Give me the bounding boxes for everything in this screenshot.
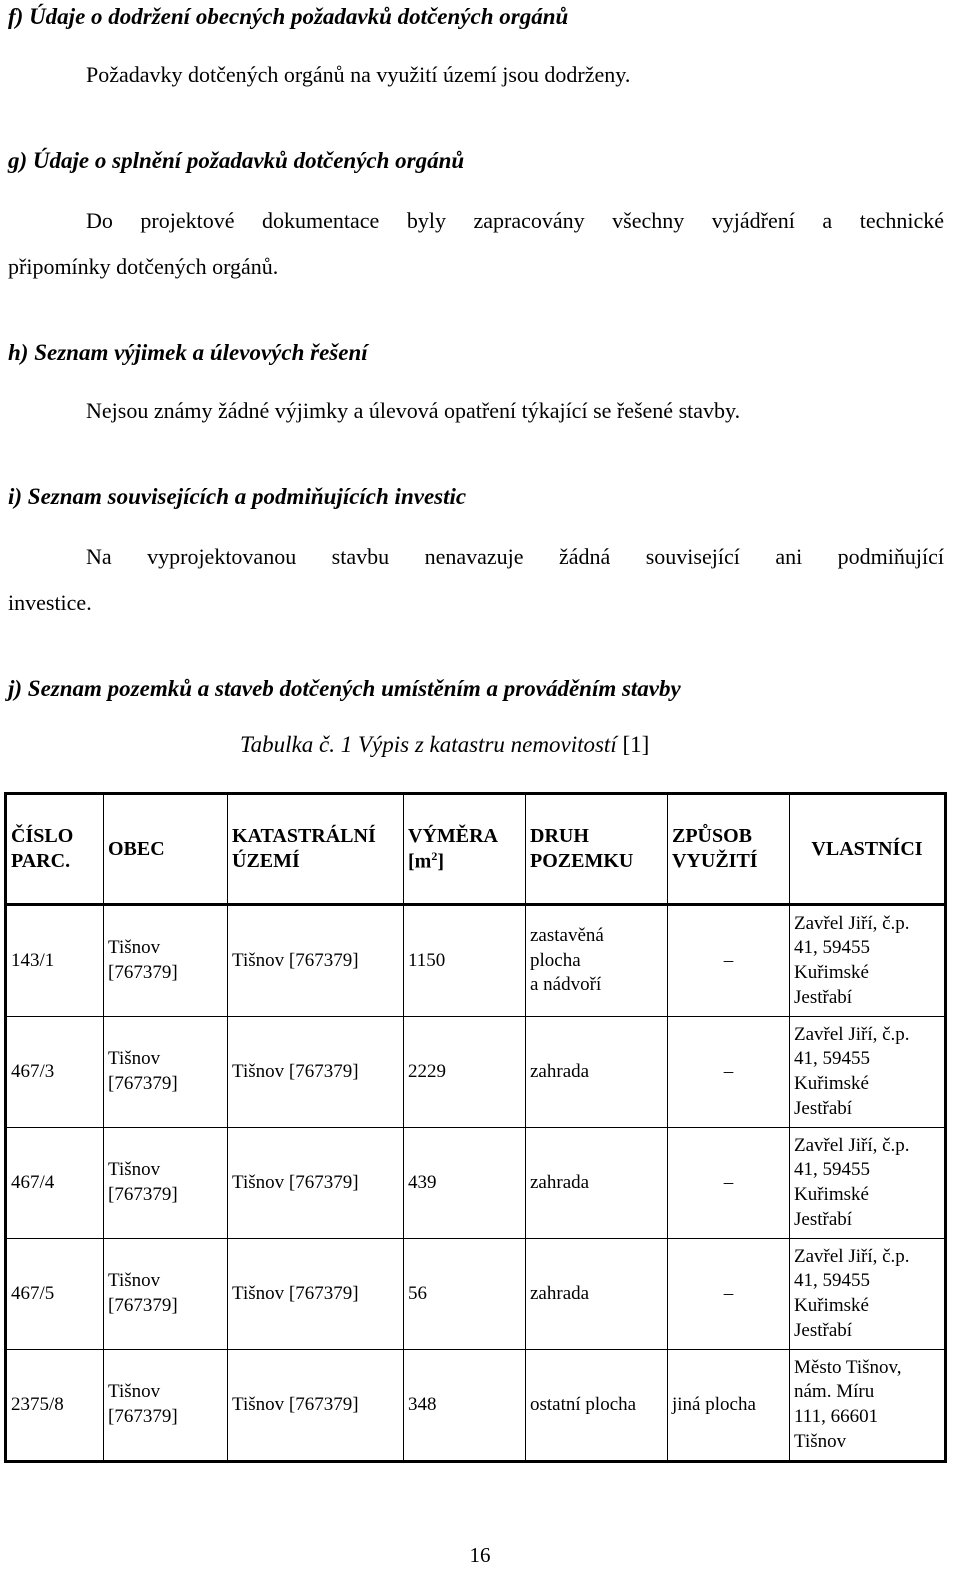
cell-obec: Tišnov [767379]	[104, 905, 228, 1017]
table-caption	[240, 732, 649, 758]
cell-zpusob: –	[668, 905, 790, 1017]
cell-vymera: 2229	[404, 1017, 526, 1128]
table-row	[6, 1350, 946, 1462]
cell-zpusob: –	[668, 1239, 790, 1350]
cell-katastr: Tišnov [767379]	[228, 1128, 404, 1239]
cell-vlastnik: Zavřel Jiří, č.p. 41, 59455 Kuřimské Jestřabí	[790, 1239, 946, 1350]
cell-zpusob: –	[668, 1128, 790, 1239]
cell-vymera: 348	[404, 1350, 526, 1462]
header-zpusob-vyuziti: ZPŮSOB VYUŽITÍ	[668, 794, 790, 905]
cell-druh: zahrada	[526, 1017, 668, 1128]
cell-katastr: Tišnov [767379]	[228, 905, 404, 1017]
cell-vymera: 56	[404, 1239, 526, 1350]
cell-zpusob: –	[668, 1017, 790, 1128]
cell-vymera: 439	[404, 1128, 526, 1239]
table-row	[6, 1017, 946, 1128]
cell-druh: zahrada	[526, 1128, 668, 1239]
cell-druh: ostatní plocha	[526, 1350, 668, 1462]
cell-vlastnik: Zavřel Jiří, č.p. 41, 59455 Kuřimské Jestřabí	[790, 905, 946, 1017]
section-h-text: Nejsou známy žádné výjimky a úlevová opatření týkající se řešené stavby.	[86, 398, 741, 423]
cell-katastr: Tišnov [767379]	[228, 1017, 404, 1128]
header-druh-pozemku: DRUH POZEMKU	[526, 794, 668, 905]
header-vlastnici: VLASTNÍCI	[790, 794, 946, 905]
section-g-heading: g) Údaje o splnění požadavků dotčených orgánů	[8, 148, 465, 173]
table-header-row	[6, 794, 946, 905]
cell-druh: zastavěná plocha a nádvoří	[526, 905, 668, 1017]
cell-katastr: Tišnov [767379]	[228, 1350, 404, 1462]
table-row	[6, 905, 946, 1017]
cell-obec: Tišnov [767379]	[104, 1239, 228, 1350]
cell-zpusob: jiná plocha	[668, 1350, 790, 1462]
header-vymera: VÝMĚRA $[m^2]$	[404, 794, 526, 905]
cell-druh: zahrada	[526, 1239, 668, 1350]
cell-obec: Tišnov [767379]	[104, 1128, 228, 1239]
header-cislo-parc: ČÍSLO PARC.	[6, 794, 104, 905]
table-caption-text: Tabulka č. 1 Výpis z katastru nemovitostí	[240, 732, 623, 757]
section-i-text-line1: Na vyprojektovanou stavbu nenavazuje žádná související ani podmiňující	[86, 544, 944, 569]
cell-katastr: Tišnov [767379]	[228, 1239, 404, 1350]
section-g-text-line2: připomínky dotčených orgánů.	[8, 254, 279, 279]
header-katastralni-uzemi: KATASTRÁLNÍ ÚZEMÍ	[228, 794, 404, 905]
table-row	[6, 1128, 946, 1239]
cell-vlastnik: Zavřel Jiří, č.p. 41, 59455 Kuřimské Jestřabí	[790, 1017, 946, 1128]
section-i-heading: i) Seznam souvisejících a podmiňujících investic	[8, 484, 467, 509]
cell-vlastnik: Zavřel Jiří, č.p. 41, 59455 Kuřimské Jestřabí	[790, 1128, 946, 1239]
table-caption-reference: [1]	[622, 732, 650, 757]
cell-obec: Tišnov [767379]	[104, 1350, 228, 1462]
header-obec: OBEC	[104, 794, 228, 905]
cadastre-table	[4, 792, 947, 1463]
cell-parc: 467/5	[6, 1239, 104, 1350]
cell-vymera: 1150	[404, 905, 526, 1017]
section-h-heading: h) Seznam výjimek a úlevových řešení	[8, 340, 368, 365]
table-row	[6, 1239, 946, 1350]
section-g-text-line1: Do projektové dokumentace byly zapracovány všechny vyjádření a technické	[86, 208, 944, 233]
section-j-heading: j) Seznam pozemků a staveb dotčených umístěním a prováděním stavby	[8, 676, 681, 701]
section-f-text: Požadavky dotčených orgánů na využití území jsou dodrženy.	[86, 62, 631, 87]
cell-parc: 2375/8	[6, 1350, 104, 1462]
page-number: 16	[469, 1543, 491, 1567]
cell-obec: Tišnov [767379]	[104, 1017, 228, 1128]
cell-parc: 467/3	[6, 1017, 104, 1128]
cell-parc: 143/1	[6, 905, 104, 1017]
cell-parc: 467/4	[6, 1128, 104, 1239]
section-f-heading: f) Údaje o dodržení obecných požadavků dotčených orgánů	[8, 4, 569, 29]
section-i-text-line2: investice.	[8, 590, 92, 615]
cell-vlastnik: Město Tišnov, nám. Míru 111, 66601 Tišnov	[790, 1350, 946, 1462]
